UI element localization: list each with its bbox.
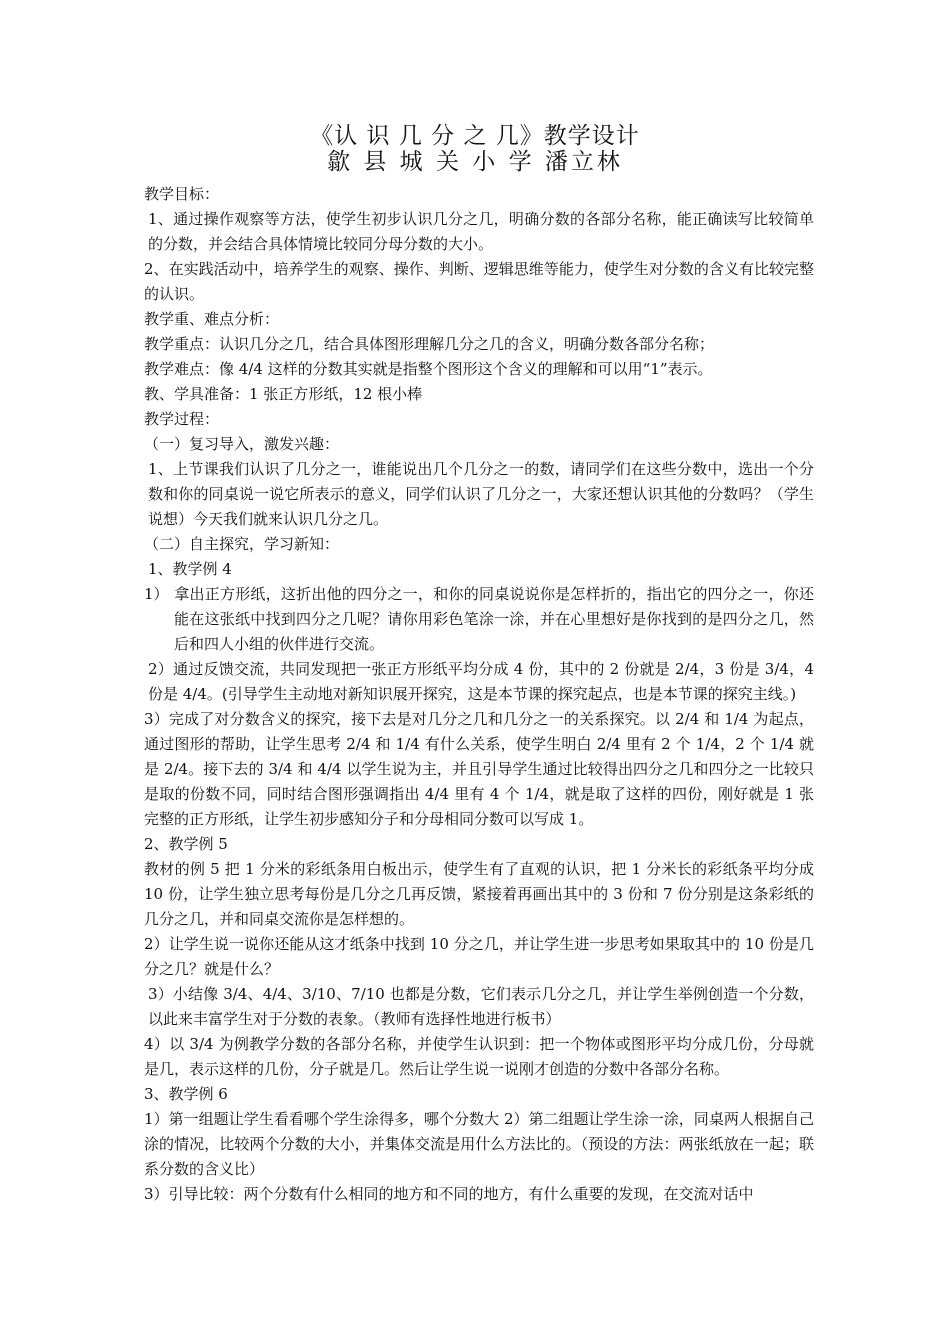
paragraph-example-4-step-1	[144, 582, 814, 657]
document-body	[144, 182, 814, 1207]
paragraph-objective-2: 2、在实践活动中，培养学生的观察、操作、判断、逻辑思维等能力，使学生对分数的含义有比较完整的认识。	[144, 260, 814, 303]
section-heading-objectives: 教学目标：	[144, 185, 220, 203]
heading-example-4: 1、教学例 4	[148, 560, 232, 578]
paragraph-review-1: 1、上节课我们认识了几分之一，谁能说出几个几分之一的数，请同学们在这些分数中，选出一个分数和你的同桌说一说它所表示的意义，同学们认识了几分之一，大家还想认识其他的分数吗？（学生说想）今天我们就来认识几分之几。	[148, 460, 814, 528]
paragraph-example-5-step-4: 4）以 3/4 为例教学分数的各部分名称，并使学生认识到：把一个物体或图形平均分成几份，分母就是几，表示这样的几份，分子就是几。然后让学生说一说刚才创造的分数中各部分名称。	[144, 1035, 814, 1078]
document-title: 《认 识 几 分 之 几》教学设计	[310, 123, 640, 149]
paragraph-example-6-step-1: 1）第一组题让学生看看哪个学生涂得多，哪个分数大 2）第二组题让学生涂一涂，同桌两人根据自己涂的情况，比较两个分数的大小，并集体交流是用什么方法比的。（预设的方法：两张纸放在一起；联系分数的含义比）	[144, 1110, 814, 1178]
section-heading-process: 教学过程：	[144, 410, 220, 428]
step-number: 1）	[144, 585, 169, 603]
step-text: 拿出正方形纸，这折出他的四分之一，和你的同桌说说你是怎样折的，指出它的四分之一，你还能在这张纸中找到四分之几呢？请你用彩色笔涂一涂，并在心里想好是你找到的是四分之几，然后和四人小组的伙伴进行交流。	[174, 585, 814, 653]
heading-example-5: 2、教学例 5	[144, 835, 228, 853]
paragraph-example-5-step-3: 3）小结像 3/4、4/4、3/10、7/10 也都是分数，它们表示几分之几，并让学生举例创造一个分数，以此来丰富学生对于分数的表象。（教师有选择性地进行板书）	[148, 985, 814, 1028]
paragraph-example-5-step-1: 教材的例 5 把 1 分米的彩纸条用白板出示，使学生有了直观的认识，把 1 分米长的彩纸条平均分成 10 份，让学生独立思考每份是几分之几再反馈，紧接着再画出其中的 3 份和 7 份分别是这条彩纸的几分之几，并和同桌交流你是怎样想的。	[144, 860, 814, 928]
paragraph-materials: 教、学具准备：1 张正方形纸，12 根小棒	[144, 385, 423, 403]
paragraph-key-point: 教学重点：认识几分之几，结合具体图形理解几分之几的含义，明确分数各部分名称；	[144, 335, 715, 353]
paragraph-example-5-step-2: 2）让学生说一说你还能从这才纸条中找到 10 分之几，并让学生进一步思考如果取其中的 10 份是几分之几？就是什么？	[144, 935, 814, 978]
subheading-review: （一）复习导入，激发兴趣：	[144, 435, 340, 453]
paragraph-example-6-step-3: 3）引导比较：两个分数有什么相同的地方和不同的地方，有什么重要的发现，在交流对话中	[144, 1185, 754, 1203]
paragraph-example-4-step-2: 2）通过反馈交流，共同发现把一张正方形纸平均分成 4 份，其中的 2 份就是 2/4，3 份是 3/4，4 份是 4/4。(引导学生主动地对新知识展开探究，这是本节课的探究起点，也是本节课的探究主线。)	[148, 660, 814, 703]
paragraph-difficult-point: 教学难点：像 4/4 这样的分数其实就是指整个图形这个含义的理解和可以用“1”表示。	[144, 360, 713, 378]
paragraph-example-4-step-3: 3）完成了对分数含义的探究，接下去是对几分之几和几分之一的关系探究。以 2/4 和 1/4 为起点，通过图形的帮助，让学生思考 2/4 和 1/4 有什么关系，使学生明白 2/4 里有 2 个 1/4，2 个 1/4 就是 2/4。接下去的 3/4 和 4/4 以学生说为主，并且引导学生通过比较得出四分之几和四分之一比较只是取的份数不同，同时结合图形强调指出 4/4 里有 4 个 1/4，就是取了这样的四份，刚好就是 1 张完整的正方形纸，让学生初步感知分子和分母相同分数可以写成 1。	[144, 710, 814, 828]
heading-example-6: 3、教学例 6	[144, 1085, 228, 1103]
author-line: 歙 县 城 关 小 学 潘立林	[327, 149, 623, 175]
paragraph-objective-1: 1、通过操作观察等方法，使学生初步认识几分之几，明确分数的各部分名称，能正确读写比较简单的分数，并会结合具体情境比较同分母分数的大小。	[148, 210, 814, 253]
section-heading-key-points: 教学重、难点分析：	[144, 310, 280, 328]
subheading-explore: （二）自主探究，学习新知：	[144, 535, 340, 553]
